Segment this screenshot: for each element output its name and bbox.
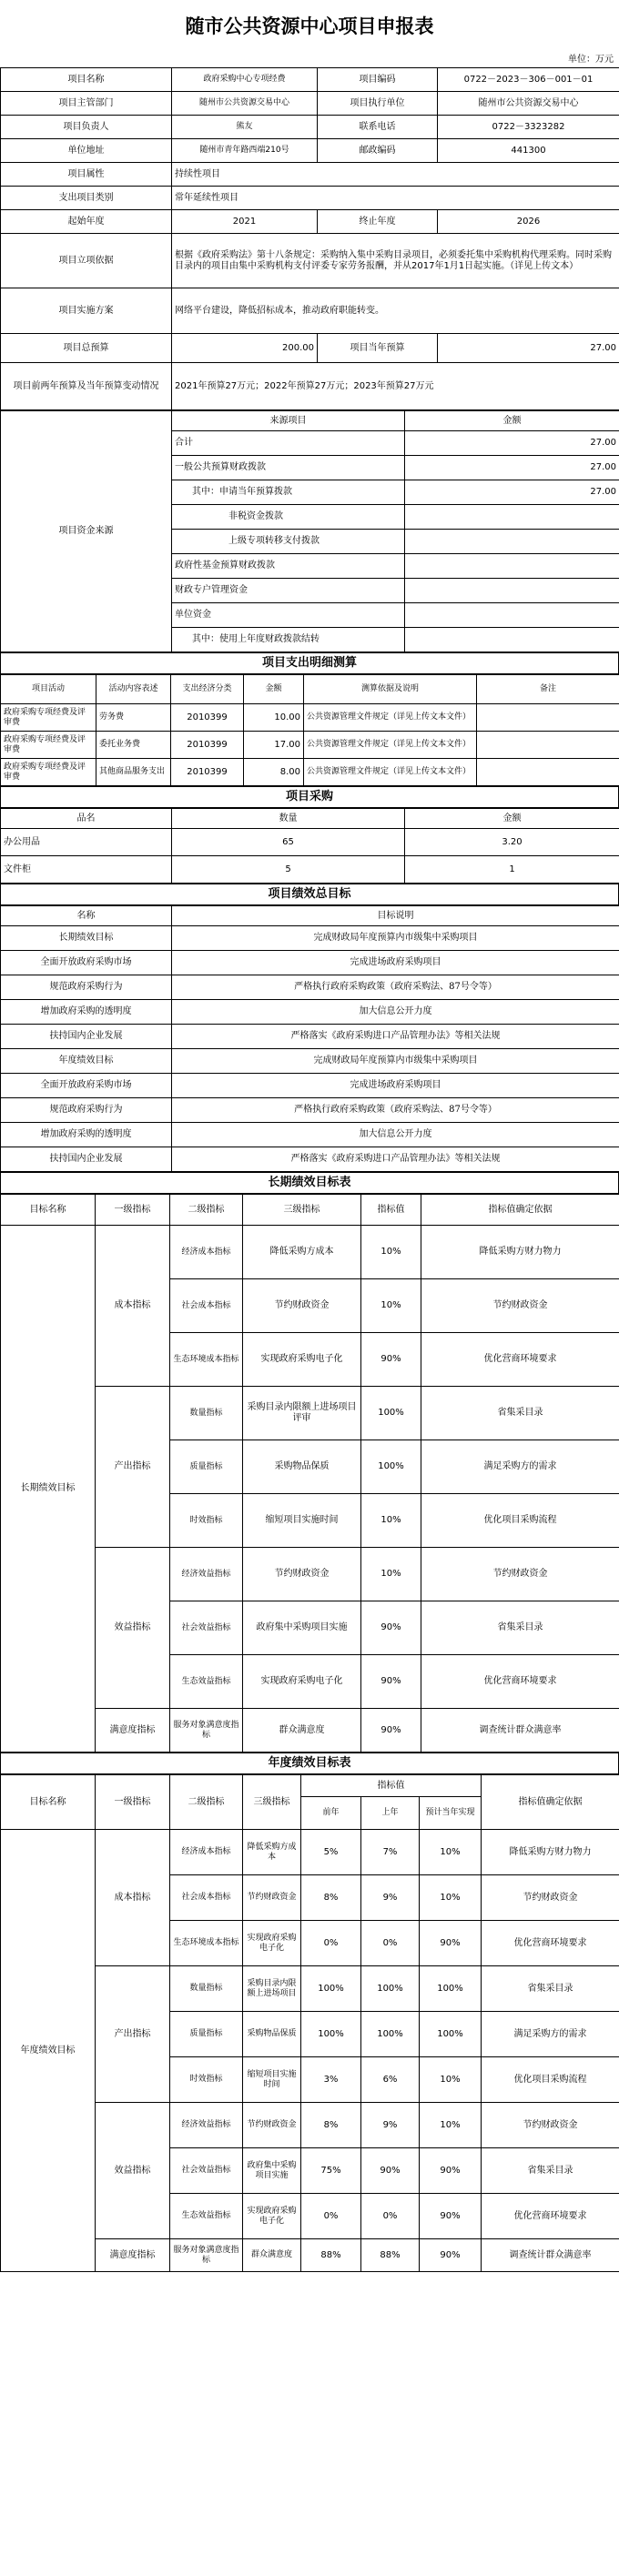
table-cell: 生态效益指标 — [170, 2194, 243, 2239]
purchase-row — [1, 829, 619, 856]
fund-source: 非税资金拨款 — [172, 505, 405, 530]
table-cell: 90% — [420, 1921, 482, 1966]
fund-source: 财政专户管理资金 — [172, 579, 405, 603]
table-cell: 生态环境成本指标 — [170, 1333, 243, 1387]
perf-row — [1, 1000, 619, 1025]
table-cell: 省集采目录 — [482, 1966, 619, 2012]
table-cell: 10% — [420, 2103, 482, 2148]
table-cell: 降低采购方财力物力 — [421, 1226, 619, 1279]
table-cell: 服务对象满意度指标 — [170, 2239, 243, 2272]
table-cell: 指标值 — [361, 1195, 421, 1226]
table-cell: 项目主管部门 — [1, 92, 172, 116]
table-cell: 90% — [420, 2194, 482, 2239]
table-cell: 441300 — [438, 139, 619, 163]
table-cell: 0722－2023－306－001－01 — [438, 68, 619, 92]
table-cell: 其他商品服务支出 — [96, 759, 171, 786]
table-cell: 采购物品保质 — [243, 1440, 361, 1494]
page-title: 随市公共资源中心项目申报表 — [185, 15, 434, 37]
table-cell: 实现政府采购电子化 — [243, 2194, 301, 2239]
fund-amount — [405, 579, 619, 603]
table-cell: 扶持国内企业发展 — [1, 1025, 172, 1049]
attr-row — [1, 163, 619, 187]
table-cell: 群众满意度 — [243, 2239, 301, 2272]
table-cell: 8.00 — [244, 759, 304, 786]
table-cell: 节约财政资金 — [243, 1875, 301, 1921]
table-cell: 降低采购方成本 — [243, 1830, 301, 1875]
table-cell: 省集采目录 — [482, 2148, 619, 2194]
table-cell: 65 — [172, 829, 405, 856]
table-cell: 社会效益指标 — [170, 1601, 243, 1655]
fund-amount — [405, 603, 619, 628]
table-cell: 随州市青年路西端210号 — [172, 139, 318, 163]
table-cell: 指标值 — [301, 1775, 482, 1797]
plan-row — [1, 288, 619, 334]
table-cell: 目标说明 — [172, 906, 619, 926]
table-cell: 100% — [361, 1440, 421, 1494]
table-cell: 委托业务费 — [96, 732, 171, 759]
table-cell: 项目编码 — [318, 68, 438, 92]
table-cell: 数量 — [172, 809, 405, 829]
fund-header-amount: 金额 — [405, 411, 619, 431]
table-cell: 指标值确定依据 — [421, 1195, 619, 1226]
table-cell: 3% — [301, 2057, 361, 2103]
table-cell: 优化项目采购流程 — [482, 2057, 619, 2103]
table-cell: 数量指标 — [170, 1387, 243, 1440]
table-cell: 2010399 — [171, 759, 244, 786]
table-cell: 9% — [361, 1875, 420, 1921]
table-cell: 严格落实《政府采购进口产品管理办法》等相关法规 — [172, 1147, 619, 1172]
table-cell — [477, 704, 619, 732]
table-cell: 90% — [420, 2239, 482, 2272]
table-cell: 政府采购中心专项经费 — [172, 68, 318, 92]
table-cell: 严格落实《政府采购进口产品管理办法》等相关法规 — [172, 1025, 619, 1049]
long-table — [0, 1194, 619, 1753]
table-cell: 1 — [405, 856, 619, 884]
table-cell: 100% — [361, 2012, 420, 2057]
table-cell: 100% — [301, 2012, 361, 2057]
table-cell: 效益指标 — [96, 1548, 170, 1709]
table-cell: 90% — [361, 1601, 421, 1655]
table-cell: 项目负责人 — [1, 116, 172, 139]
fund-amount: 27.00 — [405, 456, 619, 480]
table-cell: 效益指标 — [96, 2103, 170, 2239]
table-cell: 6% — [361, 2057, 420, 2103]
table-cell: 根据《政府采购法》第十八条规定：采购纳入集中采购目录项目，必须委托集中采购机构代理采购。同时采购目录内的项目由集中采购机构支付评委专家劳务报酬，并从2017年1月1日起实施。（详见上传文本） — [172, 234, 619, 288]
table-cell: 政府采购专项经费及评审费 — [1, 732, 96, 759]
table-cell: 100% — [361, 1966, 420, 2012]
long-header-row — [1, 1195, 619, 1226]
budget-row — [1, 334, 619, 363]
table-cell: 加大信息公开力度 — [172, 1000, 619, 1025]
fund-amount — [405, 628, 619, 652]
table-cell: 节约财政资金 — [421, 1279, 619, 1333]
basic-info-table — [0, 67, 619, 410]
table-cell: 政府集中采购项目实施 — [243, 2148, 301, 2194]
table-cell: 项目立项依据 — [1, 234, 172, 288]
table-cell: 90% — [361, 2148, 420, 2194]
table-cell: 2021年预算27万元；2022年预算27万元；2023年预算27万元 — [172, 363, 619, 410]
table-cell: 节约财政资金 — [482, 1875, 619, 1921]
table-cell: 社会成本指标 — [170, 1875, 243, 1921]
perf-row — [1, 1074, 619, 1098]
detail-row — [1, 704, 619, 732]
table-cell: 0% — [301, 1921, 361, 1966]
fund-amount — [405, 554, 619, 579]
table-cell: 100% — [420, 2012, 482, 2057]
table-cell: 采购物品保质 — [243, 2012, 301, 2057]
fund-source: 其中：使用上年度财政拨款结转 — [172, 628, 405, 652]
table-cell — [477, 759, 619, 786]
table-cell: 经济成本指标 — [170, 1830, 243, 1875]
table-cell: 项目名称 — [1, 68, 172, 92]
table-cell: 时效指标 — [170, 2057, 243, 2103]
twoyear-row — [1, 363, 619, 410]
table-cell: 10.00 — [244, 704, 304, 732]
table-cell: 指标值确定依据 — [482, 1775, 619, 1830]
table-cell: 熊友 — [172, 116, 318, 139]
table-cell: 满足采购方的需求 — [482, 2012, 619, 2057]
table-cell: 200.00 — [172, 334, 318, 363]
table-cell: 采购目录内限额上进场项目评审 — [243, 1387, 361, 1440]
table-cell: 10% — [420, 1830, 482, 1875]
table-cell: 一级指标 — [96, 1195, 170, 1226]
perf-row — [1, 951, 619, 975]
table-cell: 生态效益指标 — [170, 1655, 243, 1709]
table-cell: 终止年度 — [318, 210, 438, 234]
fund-header-row — [1, 411, 619, 431]
table-cell: 7% — [361, 1830, 420, 1875]
table-cell: 品名 — [1, 809, 172, 829]
table-cell: 2010399 — [171, 732, 244, 759]
table-cell: 8% — [301, 1875, 361, 1921]
table-cell: 5 — [172, 856, 405, 884]
table-cell: 88% — [301, 2239, 361, 2272]
table-cell: 2010399 — [171, 704, 244, 732]
table-cell: 测算依据及说明 — [304, 675, 477, 704]
table-cell: 邮政编码 — [318, 139, 438, 163]
year-title: 年度绩效目标表 — [0, 1753, 619, 1774]
table-cell: 政府采购专项经费及评审费 — [1, 759, 96, 786]
table-cell: 项目活动 — [1, 675, 96, 704]
table-cell: 实现政府采购电子化 — [243, 1655, 361, 1709]
table-cell: 单位地址 — [1, 139, 172, 163]
table-cell: 采购目录内限额上进场项目 — [243, 1966, 301, 2012]
table-cell: 目标名称 — [1, 1195, 96, 1226]
table-cell: 2021 — [172, 210, 318, 234]
table-cell — [477, 732, 619, 759]
table-cell: 增加政府采购的透明度 — [1, 1123, 172, 1147]
purchase-header-row — [1, 809, 619, 829]
table-cell: 政府采购专项经费及评审费 — [1, 704, 96, 732]
table-cell: 3.20 — [405, 829, 619, 856]
table-cell: 17.00 — [244, 732, 304, 759]
table-cell: 二级指标 — [170, 1775, 243, 1830]
fund-source: 一般公共预算财政拨款 — [172, 456, 405, 480]
table-cell: 项目当年预算 — [318, 334, 438, 363]
table-cell: 节约财政资金 — [243, 1279, 361, 1333]
table-cell: 0% — [301, 2194, 361, 2239]
exp-row — [1, 187, 619, 210]
purchase-table — [0, 808, 619, 884]
table-cell: 10% — [361, 1548, 421, 1601]
table-cell: 增加政府采购的透明度 — [1, 1000, 172, 1025]
fund-source-table — [0, 410, 619, 652]
table-cell: 90% — [361, 1333, 421, 1387]
table-cell: 加大信息公开力度 — [172, 1123, 619, 1147]
table-cell: 常年延续性项目 — [172, 187, 619, 210]
table-cell: 办公用品 — [1, 829, 172, 856]
table-cell: 生态环境成本指标 — [170, 1921, 243, 1966]
fund-header-source: 来源项目 — [172, 411, 405, 431]
table-cell: 调查统计群众满意率 — [421, 1709, 619, 1753]
table-cell: 10% — [420, 2057, 482, 2103]
table-cell: 经济效益指标 — [170, 2103, 243, 2148]
table-cell: 名称 — [1, 906, 172, 926]
table-cell: 节约财政资金 — [482, 2103, 619, 2148]
table-cell: 时效指标 — [170, 1494, 243, 1548]
table-cell: 严格执行政府采购政策（政府采购法、87号令等） — [172, 975, 619, 1000]
table-cell: 优化项目采购流程 — [421, 1494, 619, 1548]
long-title: 长期绩效目标表 — [0, 1172, 619, 1194]
table-cell: 90% — [361, 1709, 421, 1753]
fund-source: 政府性基金预算财政拨款 — [172, 554, 405, 579]
table-cell: 100% — [420, 1966, 482, 2012]
basic-row — [1, 139, 619, 163]
table-cell: 项目实施方案 — [1, 288, 172, 334]
table-cell: 持续性项目 — [172, 163, 619, 187]
table-cell: 服务对象满意度指标 — [170, 1709, 243, 1753]
table-cell: 项目属性 — [1, 163, 172, 187]
perf-row — [1, 1123, 619, 1147]
table-cell: 10% — [361, 1279, 421, 1333]
table-cell: 100% — [361, 1387, 421, 1440]
table-cell: 缩短项目实施时间 — [243, 1494, 361, 1548]
fund-source: 合计 — [172, 431, 405, 456]
table-cell: 起始年度 — [1, 210, 172, 234]
table-cell: 全面开放政府采购市场 — [1, 1074, 172, 1098]
table-cell: 预计当年实现 — [420, 1797, 482, 1830]
table-cell: 严格执行政府采购政策（政府采购法、87号令等） — [172, 1098, 619, 1123]
table-cell: 产出指标 — [96, 1387, 170, 1548]
table-cell: 金额 — [244, 675, 304, 704]
fund-label: 项目资金来源 — [1, 411, 172, 652]
basic-row — [1, 92, 619, 116]
table-cell: 项目总预算 — [1, 334, 172, 363]
table-cell: 长期绩效目标 — [1, 926, 172, 951]
table-cell: 一级指标 — [96, 1775, 170, 1830]
table-cell: 完成财政局年度预算内市级集中采购项目 — [172, 1049, 619, 1074]
table-cell: 满足采购方的需求 — [421, 1440, 619, 1494]
table-cell: 完成进场政府采购项目 — [172, 1074, 619, 1098]
table-cell: 75% — [301, 2148, 361, 2194]
basis-row — [1, 234, 619, 288]
table-cell: 0722－3323282 — [438, 116, 619, 139]
basic-row — [1, 68, 619, 92]
detail-row — [1, 759, 619, 786]
table-cell: 质量指标 — [170, 2012, 243, 2057]
detail-row — [1, 732, 619, 759]
table-cell: 前年 — [301, 1797, 361, 1830]
table-cell: 三级指标 — [243, 1775, 301, 1830]
table-cell: 省集采目录 — [421, 1601, 619, 1655]
table-cell: 实现政府采购电子化 — [243, 1333, 361, 1387]
fund-source: 上级专项转移支付拨款 — [172, 530, 405, 554]
table-cell: 备注 — [477, 675, 619, 704]
table-cell: 上年 — [361, 1797, 420, 1830]
table-cell: 文件柜 — [1, 856, 172, 884]
long-goal-name: 长期绩效目标 — [1, 1226, 96, 1753]
perf-table — [0, 905, 619, 1172]
fund-amount: 27.00 — [405, 480, 619, 505]
fund-source: 单位资金 — [172, 603, 405, 628]
table-cell: 社会效益指标 — [170, 2148, 243, 2194]
table-cell: 网络平台建设，降低招标成本，推动政府职能转变。 — [172, 288, 619, 334]
table-cell: 10% — [420, 1875, 482, 1921]
table-cell: 经济成本指标 — [170, 1226, 243, 1279]
perf-row — [1, 975, 619, 1000]
table-cell: 公共资源管理文件规定（详见上传文本文件） — [304, 704, 477, 732]
table-cell: 成本指标 — [96, 1830, 170, 1966]
table-cell: 优化营商环境要求 — [421, 1655, 619, 1709]
table-cell: 项目执行单位 — [318, 92, 438, 116]
table-cell: 项目前两年预算及当年预算变动情况 — [1, 363, 172, 410]
table-cell: 劳务费 — [96, 704, 171, 732]
table-cell: 随州市公共资源交易中心 — [438, 92, 619, 116]
table-cell: 经济效益指标 — [170, 1548, 243, 1601]
table-cell: 质量指标 — [170, 1440, 243, 1494]
table-cell: 完成进场政府采购项目 — [172, 951, 619, 975]
table-cell: 成本指标 — [96, 1226, 170, 1387]
basic-row — [1, 116, 619, 139]
table-cell: 9% — [361, 2103, 420, 2148]
table-cell: 降低采购方成本 — [243, 1226, 361, 1279]
table-cell: 全面开放政府采购市场 — [1, 951, 172, 975]
table-cell: 活动内容表述 — [96, 675, 171, 704]
table-cell: 公共资源管理文件规定（详见上传文本文件） — [304, 759, 477, 786]
table-cell: 公共资源管理文件规定（详见上传文本文件） — [304, 732, 477, 759]
table-cell: 支出项目类别 — [1, 187, 172, 210]
table-cell: 节约财政资金 — [243, 2103, 301, 2148]
table-cell: 年度绩效目标 — [1, 1049, 172, 1074]
table-cell: 规范政府采购行为 — [1, 975, 172, 1000]
table-cell: 数量指标 — [170, 1966, 243, 2012]
table-cell: 调查统计群众满意率 — [482, 2239, 619, 2272]
year-goal-name: 年度绩效目标 — [1, 1830, 96, 2272]
table-cell: 5% — [301, 1830, 361, 1875]
perf-row — [1, 926, 619, 951]
table-cell: 88% — [361, 2239, 420, 2272]
perf-row — [1, 1147, 619, 1172]
table-cell: 优化营商环境要求 — [482, 1921, 619, 1966]
table-cell: 节约财政资金 — [243, 1548, 361, 1601]
year-row — [1, 1830, 619, 1875]
table-cell: 满意度指标 — [96, 2239, 170, 2272]
table-cell: 群众满意度 — [243, 1709, 361, 1753]
table-cell: 优化营商环境要求 — [421, 1333, 619, 1387]
table-cell: 完成财政局年度预算内市级集中采购项目 — [172, 926, 619, 951]
detail-table — [0, 674, 619, 786]
perf-row — [1, 1049, 619, 1074]
table-cell: 2026 — [438, 210, 619, 234]
unit-label: 单位：万元 — [568, 55, 614, 65]
table-cell: 三级指标 — [243, 1195, 361, 1226]
table-cell: 90% — [361, 1655, 421, 1709]
table-cell: 随州市公共资源交易中心 — [172, 92, 318, 116]
purchase-title: 项目采购 — [0, 786, 619, 808]
fund-amount — [405, 505, 619, 530]
year-table — [0, 1774, 619, 2272]
year-header-row — [1, 1775, 619, 1797]
table-cell: 联系电话 — [318, 116, 438, 139]
long-row — [1, 1226, 619, 1279]
perf-row — [1, 1098, 619, 1123]
table-cell: 90% — [420, 2148, 482, 2194]
table-cell: 产出指标 — [96, 1966, 170, 2103]
table-cell: 扶持国内企业发展 — [1, 1147, 172, 1172]
table-cell: 金额 — [405, 809, 619, 829]
table-cell: 8% — [301, 2103, 361, 2148]
table-cell: 二级指标 — [170, 1195, 243, 1226]
table-cell: 规范政府采购行为 — [1, 1098, 172, 1123]
table-cell: 目标名称 — [1, 1775, 96, 1830]
table-cell: 满意度指标 — [96, 1709, 170, 1753]
table-cell: 10% — [361, 1494, 421, 1548]
perf-title: 项目绩效总目标 — [0, 884, 619, 905]
table-cell: 0% — [361, 1921, 420, 1966]
table-cell: 优化营商环境要求 — [482, 2194, 619, 2239]
table-cell: 缩短项目实施时间 — [243, 2057, 301, 2103]
perf-row — [1, 1025, 619, 1049]
table-cell: 政府集中采购项目实施 — [243, 1601, 361, 1655]
perf-header-row — [1, 906, 619, 926]
table-cell: 100% — [301, 1966, 361, 2012]
table-cell: 省集采目录 — [421, 1387, 619, 1440]
table-cell: 支出经济分类 — [171, 675, 244, 704]
table-cell: 10% — [361, 1226, 421, 1279]
table-cell: 节约财政资金 — [421, 1548, 619, 1601]
table-cell: 实现政府采购电子化 — [243, 1921, 301, 1966]
fund-amount — [405, 530, 619, 554]
table-cell: 27.00 — [438, 334, 619, 363]
purchase-row — [1, 856, 619, 884]
year-row — [1, 210, 619, 234]
table-cell: 社会成本指标 — [170, 1279, 243, 1333]
detail-header-row — [1, 675, 619, 704]
fund-source: 其中：申请当年预算拨款 — [172, 480, 405, 505]
detail-title: 项目支出明细测算 — [0, 652, 619, 674]
table-cell: 0% — [361, 2194, 420, 2239]
fund-amount: 27.00 — [405, 431, 619, 456]
table-cell: 降低采购方财力物力 — [482, 1830, 619, 1875]
